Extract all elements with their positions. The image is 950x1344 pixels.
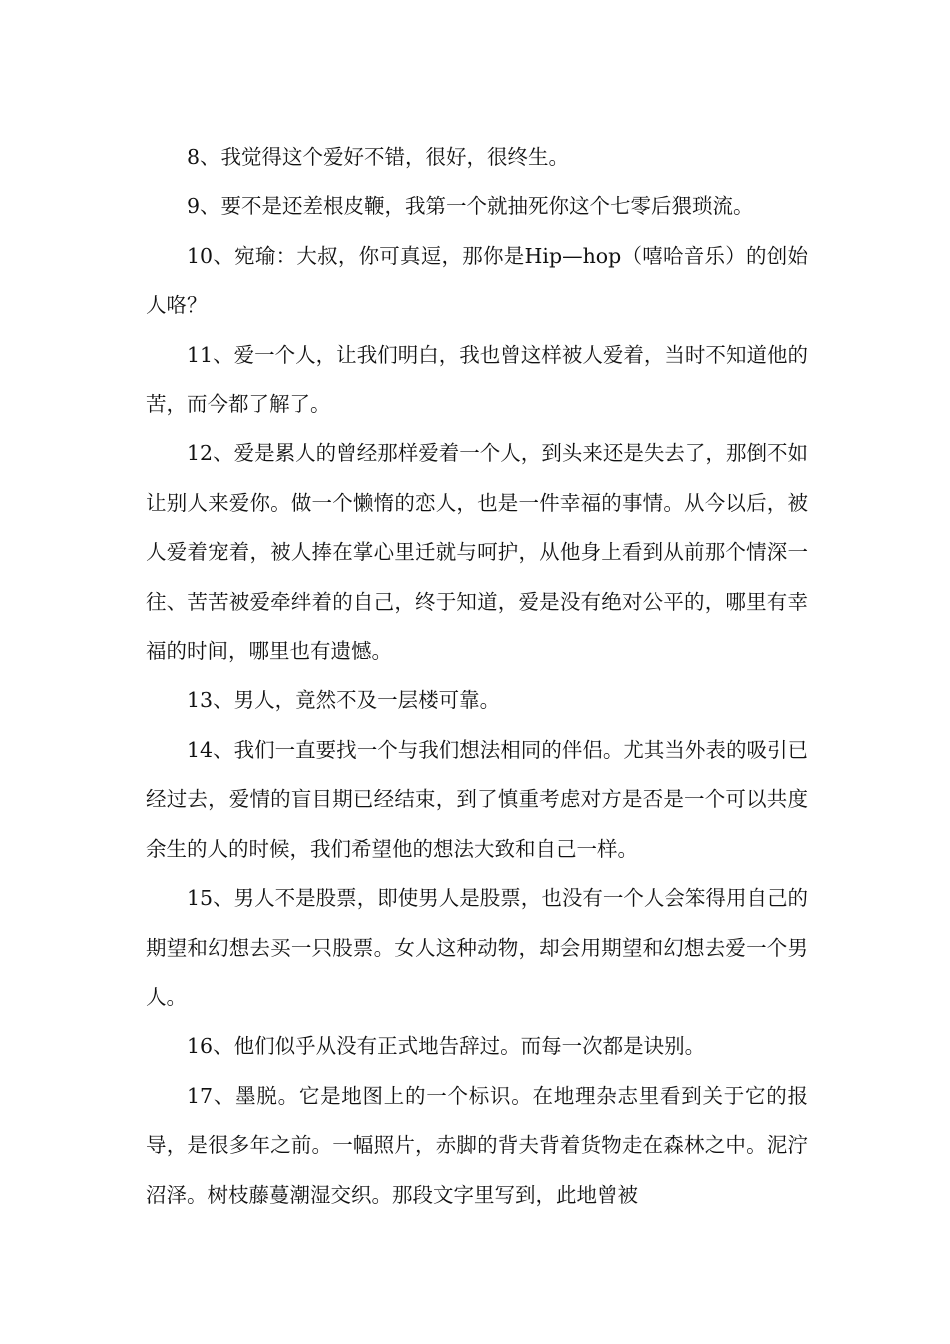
- body-text: [146, 133, 808, 1220]
- paragraph-12: 12、爱是累人的曾经那样爱着一个人，到头来还是失去了，那倒不如让别人来爱你。做一个懒惰的恋人，也是一件幸福的事情。从今以后，被人爱着宠着，被人捧在掌心里迁就与呵护，从他身上看到从前那个情深一往、苦苦被爱牵绊着的自己，终于知道，爱是没有绝对公平的，哪里有幸福的时间，哪里也有遗憾。: [146, 441, 808, 664]
- paragraph-16: 16、他们似乎从没有正式地告辞过。而每一次都是诀别。: [187, 1034, 706, 1059]
- paragraph-13: 13、男人，竟然不及一层楼可靠。: [187, 688, 501, 713]
- paragraph-8: 8、我觉得这个爱好不错，很好，很终生。: [187, 145, 570, 169]
- paragraph-17: 17、墨脱。它是地图上的一个标识。在地理杂志里看到关于它的报导，是很多年之前。一幅照片，赤脚的背夫背着货物走在森林之中。泥泞沼泽。树枝藤蔓潮湿交织。那段文字里写到，此地曾被: [146, 1083, 808, 1207]
- paragraph-11: 11、爱一个人，让我们明白，我也曾这样被人爱着，当时不知道他的苦，而今都了解了。: [146, 342, 808, 417]
- paragraph-14: 14、我们一直要找一个与我们想法相同的伴侣。尤其当外表的吸引已经过去，爱情的盲目期已经结束，到了慎重考虑对方是否是一个可以共度余生的人的时候，我们希望他的想法大致和自己一样。: [146, 737, 808, 861]
- paragraph-9: 9、要不是还差根皮鞭，我第一个就抽死你这个七零后猥琐流。: [187, 194, 754, 219]
- paragraph-10: 10、宛瑜：大叔，你可真逗，那你是Hip—hop（嘻哈音乐）的创始人咯？: [146, 243, 808, 318]
- paragraph-15: 15、男人不是股票，即使男人是股票，也没有一个人会笨得用自己的期望和幻想去买一只股票。女人这种动物，却会用期望和幻想去爱一个男人。: [146, 886, 808, 1009]
